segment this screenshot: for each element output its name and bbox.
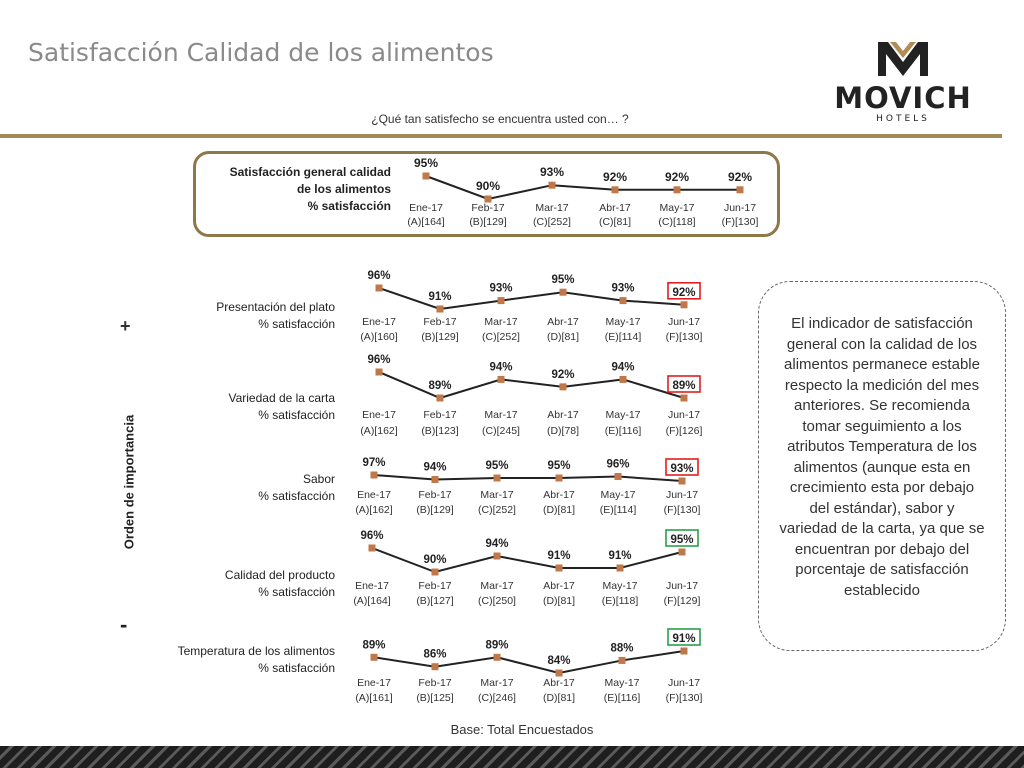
x-tick-label: Mar-17 bbox=[535, 202, 569, 214]
row-label-line: Sabor bbox=[302, 472, 335, 486]
x-tick-label: Ene-17 bbox=[409, 202, 443, 214]
data-label: 86% bbox=[423, 648, 447, 661]
data-label: 91% bbox=[547, 550, 571, 562]
data-point bbox=[556, 565, 563, 572]
survey-question: ¿Qué tan satisfecho se encuentra usted con… ? bbox=[371, 112, 629, 126]
x-tick-base: (B)[123] bbox=[421, 425, 459, 437]
x-tick-label: Mar-17 bbox=[480, 677, 514, 689]
data-label: 93% bbox=[489, 282, 513, 295]
page-title: Satisfacción Calidad de los alimentos bbox=[28, 38, 494, 67]
x-tick-label: May-17 bbox=[605, 409, 641, 421]
x-tick-label: May-17 bbox=[605, 316, 641, 328]
data-point bbox=[423, 173, 430, 180]
data-label: 95% bbox=[485, 460, 509, 472]
data-point bbox=[556, 475, 563, 482]
x-tick-base: (F)[130] bbox=[721, 216, 759, 228]
x-tick-label: Ene-17 bbox=[362, 409, 396, 421]
x-tick-label: Feb-17 bbox=[418, 677, 452, 689]
x-tick-label: Mar-17 bbox=[484, 316, 518, 328]
data-label: 94% bbox=[485, 538, 509, 550]
data-point bbox=[620, 297, 627, 304]
data-point bbox=[681, 395, 688, 402]
x-tick-base: (D)[81] bbox=[542, 595, 576, 607]
x-tick-label: Jun-17 bbox=[667, 409, 701, 421]
data-point bbox=[681, 301, 688, 308]
series-line-sabor bbox=[374, 475, 682, 481]
x-tick-base: (B)[129] bbox=[416, 504, 454, 516]
data-point bbox=[376, 369, 383, 376]
recommendation-note: El indicador de satisfacción general con la calidad de los alimentos permanece estable respecto la medición del mes anteriores. Se recomienda tomar seguimiento a los atributos Temperatura de los alimentos (aunque esta en crecimiento esta por debajo del estándar), sabor y variedad de la carta, ya que se encuentran por debajo del porcentaje de satisfacción establecido bbox=[758, 281, 1006, 651]
data-label: 96% bbox=[360, 530, 384, 542]
x-tick-label: May-17 bbox=[604, 677, 640, 689]
data-point bbox=[376, 285, 383, 292]
data-label: 89% bbox=[672, 380, 696, 392]
row-label-line: % satisfacción bbox=[258, 661, 335, 675]
data-label: 92% bbox=[664, 169, 690, 184]
data-label: 94% bbox=[611, 361, 635, 374]
data-label: 93% bbox=[611, 282, 635, 295]
x-tick-base: (B)[129] bbox=[469, 216, 507, 228]
x-tick-label: Jun-17 bbox=[723, 202, 757, 214]
x-tick-label: Abr-17 bbox=[543, 677, 575, 689]
logo-sub: HOTELS bbox=[876, 114, 930, 124]
data-label: 91% bbox=[428, 291, 452, 303]
data-point bbox=[560, 383, 567, 390]
data-point bbox=[560, 289, 567, 296]
data-point bbox=[437, 395, 444, 402]
data-label: 97% bbox=[362, 457, 386, 469]
importance-plus: + bbox=[120, 316, 131, 336]
x-tick-label: Abr-17 bbox=[543, 489, 575, 501]
x-tick-label: Mar-17 bbox=[480, 580, 514, 592]
data-label: 92% bbox=[551, 368, 575, 381]
x-tick-label: Abr-17 bbox=[547, 409, 579, 421]
x-tick-base: (C)[118] bbox=[658, 216, 696, 228]
chart-presentacion bbox=[360, 270, 702, 343]
x-tick-base: (A)[164] bbox=[353, 595, 391, 607]
x-tick-base: (F)[130] bbox=[665, 331, 703, 343]
data-point bbox=[498, 297, 505, 304]
x-tick-base: (A)[162] bbox=[355, 504, 393, 516]
x-tick-base: (C)[81] bbox=[598, 216, 632, 228]
x-tick-base: (A)[162] bbox=[360, 425, 398, 437]
data-point bbox=[369, 545, 376, 552]
x-tick-base: (C)[252] bbox=[533, 216, 571, 228]
row-label-line: Temperatura de los alimentos bbox=[177, 644, 335, 658]
series-line-calidad bbox=[372, 548, 682, 572]
x-tick-base: (F)[130] bbox=[665, 692, 703, 704]
data-point bbox=[494, 654, 501, 661]
x-tick-base: (F)[130] bbox=[663, 504, 701, 516]
data-point bbox=[437, 306, 444, 313]
series-line-variedad bbox=[379, 372, 684, 398]
data-point bbox=[432, 476, 439, 483]
data-point bbox=[371, 654, 378, 661]
x-tick-base: (C)[252] bbox=[482, 331, 520, 343]
x-tick-label: Jun-17 bbox=[667, 316, 701, 328]
x-tick-label: Ene-17 bbox=[362, 316, 396, 328]
x-tick-base: (E)[116] bbox=[604, 425, 642, 437]
data-point bbox=[494, 553, 501, 560]
data-label: 88% bbox=[610, 642, 634, 655]
x-tick-base: (F)[129] bbox=[663, 595, 701, 607]
row-label-line: % satisfacción bbox=[307, 199, 391, 213]
data-label: 95% bbox=[413, 156, 439, 170]
x-tick-base: (C)[246] bbox=[478, 692, 516, 704]
data-label: 94% bbox=[489, 361, 513, 374]
data-label: 90% bbox=[475, 179, 501, 193]
data-point bbox=[549, 182, 556, 189]
data-point bbox=[494, 475, 501, 482]
data-label: 92% bbox=[727, 169, 753, 184]
data-label: 94% bbox=[423, 461, 447, 474]
data-label: 84% bbox=[547, 655, 571, 667]
data-point bbox=[556, 670, 563, 677]
row-label-line: Satisfacción general calidad bbox=[229, 165, 391, 179]
x-tick-base: (B)[125] bbox=[416, 692, 454, 704]
x-tick-base: (C)[245] bbox=[482, 425, 520, 437]
x-tick-base: (E)[116] bbox=[603, 692, 641, 704]
data-point bbox=[498, 376, 505, 383]
series-line-presentacion bbox=[379, 288, 684, 309]
data-label: 91% bbox=[672, 633, 696, 645]
importance-axis-title: Orden de importancia bbox=[121, 414, 137, 550]
x-tick-label: Feb-17 bbox=[423, 409, 457, 421]
row-label-line: % satisfacción bbox=[258, 317, 335, 331]
chart-calidad bbox=[353, 530, 700, 607]
data-point bbox=[681, 648, 688, 655]
x-tick-base: (B)[129] bbox=[421, 331, 459, 343]
x-tick-label: Jun-17 bbox=[665, 580, 699, 592]
x-tick-label: Feb-17 bbox=[423, 316, 457, 328]
x-tick-base: (C)[250] bbox=[478, 595, 516, 607]
importance-minus: - bbox=[120, 612, 128, 637]
row-label-line: % satisfacción bbox=[258, 489, 335, 503]
base-note: Base: Total Encuestados bbox=[450, 722, 594, 737]
data-point bbox=[615, 473, 622, 480]
data-label: 89% bbox=[428, 380, 452, 392]
x-tick-base: (D)[81] bbox=[542, 692, 576, 704]
series-line-general bbox=[426, 176, 740, 199]
x-tick-label: Mar-17 bbox=[480, 489, 514, 501]
logo-brand: MOVICH bbox=[834, 81, 972, 115]
data-point bbox=[617, 565, 624, 572]
x-tick-base: (A)[161] bbox=[355, 692, 393, 704]
x-tick-label: Feb-17 bbox=[471, 202, 505, 214]
chart-temperatura bbox=[355, 629, 702, 704]
x-tick-base: (D)[78] bbox=[546, 425, 580, 437]
data-point bbox=[371, 472, 378, 479]
data-point bbox=[619, 657, 626, 664]
row-label-line: % satisfacción bbox=[258, 585, 335, 599]
data-point bbox=[612, 186, 619, 193]
data-point bbox=[432, 663, 439, 670]
x-tick-base: (A)[164] bbox=[407, 216, 445, 228]
row-label-line: % satisfacción bbox=[258, 408, 335, 422]
x-tick-base: (E)[114] bbox=[599, 504, 637, 516]
data-point bbox=[679, 549, 686, 556]
x-tick-label: Feb-17 bbox=[418, 580, 452, 592]
data-label: 92% bbox=[672, 286, 696, 299]
x-tick-label: Jun-17 bbox=[665, 489, 699, 501]
x-tick-label: May-17 bbox=[600, 489, 636, 501]
data-label: 95% bbox=[670, 534, 694, 546]
chart-general bbox=[407, 156, 758, 228]
x-tick-base: (F)[126] bbox=[665, 425, 703, 437]
x-tick-label: Ene-17 bbox=[357, 489, 391, 501]
data-label: 89% bbox=[362, 639, 386, 652]
data-label: 93% bbox=[539, 165, 565, 180]
data-label: 89% bbox=[485, 639, 509, 652]
chart-variedad bbox=[360, 354, 702, 437]
row-label-line: Calidad del producto bbox=[224, 568, 335, 582]
data-label: 91% bbox=[608, 550, 632, 562]
x-tick-base: (C)[252] bbox=[478, 504, 516, 516]
x-tick-base: (D)[81] bbox=[546, 331, 580, 343]
row-label-line: Variedad de la carta bbox=[228, 391, 335, 405]
x-tick-label: Abr-17 bbox=[547, 316, 579, 328]
data-point bbox=[674, 186, 681, 193]
x-tick-label: Feb-17 bbox=[418, 489, 452, 501]
data-label: 96% bbox=[367, 270, 391, 282]
x-tick-base: (B)[127] bbox=[416, 595, 454, 607]
data-label: 96% bbox=[367, 354, 391, 366]
data-label: 90% bbox=[423, 554, 447, 566]
footer-pattern-bar bbox=[0, 746, 1024, 768]
data-point bbox=[679, 478, 686, 485]
data-point bbox=[432, 569, 439, 576]
x-tick-label: Ene-17 bbox=[357, 677, 391, 689]
x-tick-base: (E)[114] bbox=[604, 331, 642, 343]
x-tick-label: Mar-17 bbox=[484, 409, 518, 421]
x-tick-label: Jun-17 bbox=[667, 677, 701, 689]
x-tick-label: Ene-17 bbox=[355, 580, 389, 592]
x-tick-label: May-17 bbox=[659, 202, 695, 214]
data-label: 95% bbox=[547, 460, 571, 472]
x-tick-base: (A)[160] bbox=[360, 331, 398, 343]
data-label: 92% bbox=[602, 169, 628, 184]
data-label: 93% bbox=[670, 463, 694, 475]
data-point bbox=[620, 376, 627, 383]
row-label-line: Presentación del plato bbox=[216, 300, 335, 314]
x-tick-label: Abr-17 bbox=[599, 202, 631, 214]
x-tick-base: (D)[81] bbox=[542, 504, 576, 516]
x-tick-label: May-17 bbox=[602, 580, 638, 592]
chart-sabor bbox=[355, 457, 700, 516]
data-point bbox=[737, 186, 744, 193]
data-label: 95% bbox=[551, 274, 575, 287]
x-tick-label: Abr-17 bbox=[543, 580, 575, 592]
data-label: 96% bbox=[606, 458, 630, 471]
row-label-line: de los alimentos bbox=[296, 182, 391, 196]
x-tick-base: (E)[118] bbox=[601, 595, 639, 607]
